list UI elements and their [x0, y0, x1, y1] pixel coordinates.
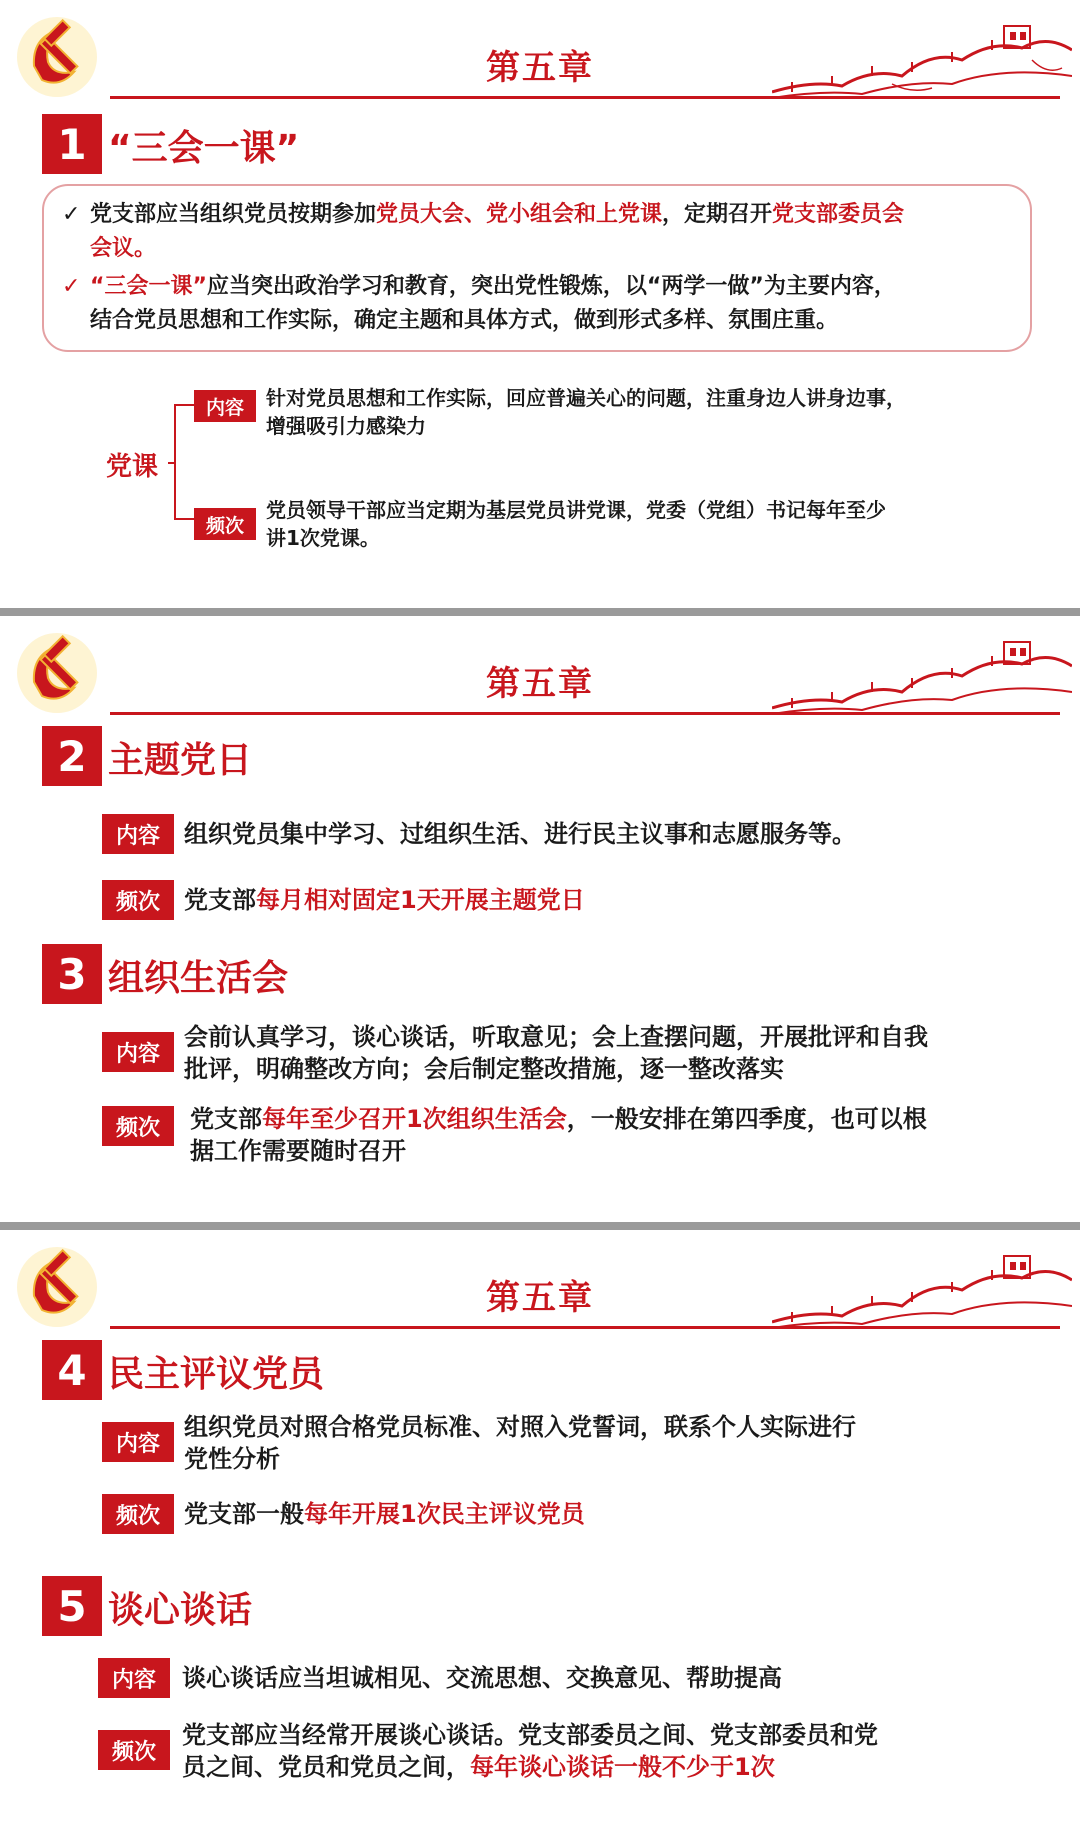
chapter-title: 第五章 — [486, 48, 594, 88]
content-tag: 内容 — [102, 1422, 174, 1462]
bullet-2-line-2: 结合党员思想和工作实际，确定主题和具体方式，做到形式多样、氛围庄重。 — [90, 308, 839, 333]
chapter-title: 第五章 — [486, 664, 594, 704]
chapter-title: 第五章 — [486, 1278, 594, 1318]
content-line-1: 针对党员思想和工作实际，回应普遍关心的问题，注重身边人讲身边事， — [266, 386, 906, 410]
freq-tag: 频次 — [102, 1494, 174, 1534]
content-tag: 内容 — [102, 1032, 174, 1072]
section-title-3: 组织生活会 — [108, 958, 289, 999]
s3-freq-line-2: 据工作需要随时召开 — [190, 1137, 406, 1165]
section-number-1: 1 — [42, 114, 102, 174]
s3-content-line-2: 批评，明确整改方向；会后制定整改措施，逐一整改落实 — [184, 1055, 784, 1083]
section-title-4: 民主评议党员 — [108, 1354, 325, 1395]
s3-content-line-1: 会前认真学习，谈心谈话，听取意见；会上查摆问题，开展批评和自我 — [184, 1023, 928, 1051]
s4-content-line-2: 党性分析 — [184, 1445, 280, 1473]
great-wall-icon — [772, 1250, 1072, 1330]
slide-3 — [0, 1230, 1080, 1828]
freq-tag: 频次 — [98, 1730, 170, 1770]
slide-divider — [0, 1222, 1080, 1230]
s5-freq-line-1: 党支部应当经常开展谈心谈话。党支部委员之间、党支部委员和党 — [182, 1721, 878, 1749]
section-number-5: 5 — [42, 1576, 102, 1636]
freq-tag: 频次 — [102, 880, 174, 920]
section-title-1: “三会一课” — [108, 128, 300, 169]
content-tag: 内容 — [102, 814, 174, 854]
section-title-2: 主题党日 — [108, 740, 253, 781]
s5-content: 谈心谈话应当坦诚相见、交流思想、交换意见、帮助提高 — [182, 1664, 782, 1692]
slide-2 — [0, 616, 1080, 1222]
s4-freq: 党支部一般每年开展1次民主评议党员 — [184, 1500, 585, 1528]
check-icon: ✓ — [62, 274, 81, 299]
great-wall-icon — [772, 20, 1072, 100]
content-tag: 内容 — [194, 390, 256, 422]
content-line-2: 增强吸引力感染力 — [266, 414, 426, 438]
freq-tag: 频次 — [102, 1106, 174, 1146]
bullet-1-line-1: 党支部应当组织党员按期参加党员大会、党小组会和上党课，定期召开党支部委员会 — [90, 202, 905, 227]
content-tag: 内容 — [98, 1658, 170, 1698]
dangke-label: 党课 — [106, 452, 159, 482]
section-number-2: 2 — [42, 726, 102, 786]
freq-line-1: 党员领导干部应当定期为基层党员讲党课，党委（党组）书记每年至少 — [266, 498, 886, 522]
section-number-4: 4 — [42, 1340, 102, 1400]
section-title-5: 谈心谈话 — [108, 1590, 253, 1631]
bullet-1-line-2: 会议。 — [90, 236, 157, 261]
freq-line-2: 讲1次党课。 — [266, 526, 380, 550]
bullet-2-line-1: “三会一课”应当突出政治学习和教育，突出党性锻炼，以“两学一做”为主要内容， — [90, 274, 896, 299]
s2-content: 组织党员集中学习、过组织生活、进行民主议事和志愿服务等。 — [184, 820, 856, 848]
s2-freq: 党支部每月相对固定1天开展主题党日 — [184, 886, 585, 914]
check-icon: ✓ — [62, 202, 81, 227]
s5-freq-line-2: 员之间、党员和党员之间，每年谈心谈话一般不少于1次 — [182, 1753, 775, 1781]
great-wall-icon — [772, 636, 1072, 716]
slide-divider — [0, 608, 1080, 616]
section-number-3: 3 — [42, 944, 102, 1004]
freq-tag: 频次 — [194, 508, 256, 540]
s3-freq-line-1: 党支部每年至少召开1次组织生活会，一般安排在第四季度，也可以根 — [190, 1105, 927, 1133]
bracket-line — [174, 404, 194, 520]
s4-content-line-1: 组织党员对照合格党员标准、对照入党誓词，联系个人实际进行 — [184, 1413, 856, 1441]
slide-1 — [0, 0, 1080, 608]
